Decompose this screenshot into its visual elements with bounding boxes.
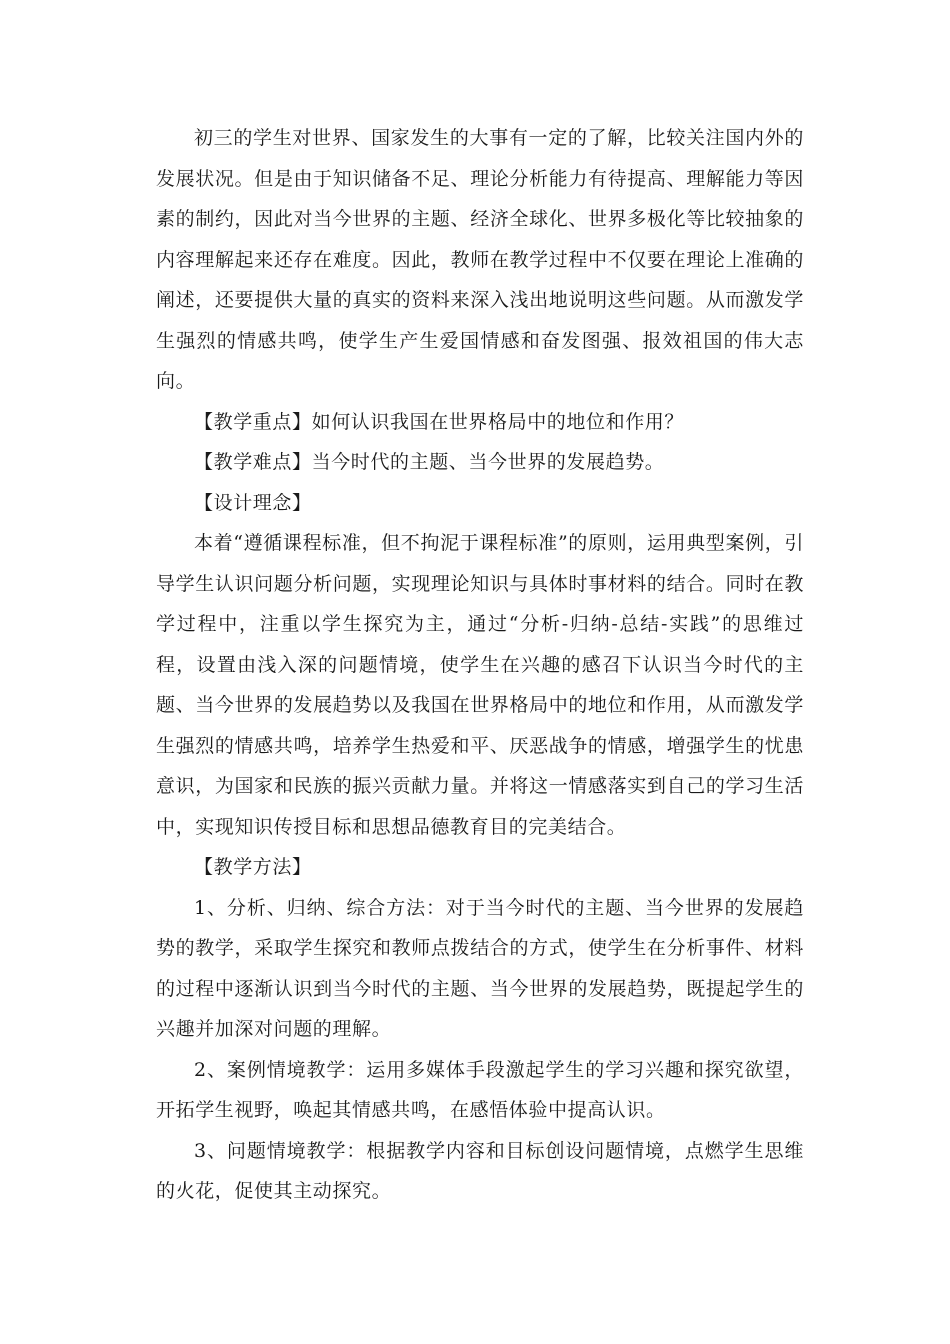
paragraph-method-3: 3、问题情境教学：根据教学内容和目标创设问题情境，点燃学生思维的火花，促使其主动探究。 [156, 1139, 804, 1202]
paragraph-student-analysis: 初三的学生对世界、国家发生的大事有一定的了解，比较关注国内外的发展状况。但是由于知识储备不足、理论分析能力有待提高、理解能力等因素的制约，因此对当今世界的主题、经济全球化、世界多极化等比较抽象的内容理解起来还存在难度。因此，教师在教学过程中不仅要在理论上准确的阐述，还要提供大量的真实的资料来深入浅出地说明这些问题。从而激发学生强烈的情感共鸣，使学生产生爱国情感和奋发图强、报效祖国的伟大志向。 [156, 127, 804, 392]
paragraph-method-1: 1、分析、归纳、综合方法：对于当今时代的主题、当今世界的发展趋势的教学，采取学生探究和教师点拨结合的方式，使学生在分析事件、材料的过程中逐渐认识到当今时代的主题、当今世界的发展趋势，既提起学生的兴趣并加深对问题的理解。 [156, 896, 804, 1040]
paragraph-method-2: 2、案例情境教学：运用多媒体手段激起学生的学习兴趣和探究欲望，开拓学生视野，唤起其情感共鸣，在感悟体验中提高认识。 [156, 1058, 804, 1121]
paragraph-teaching-difficulty: 【教学难点】当今时代的主题、当今世界的发展趋势。 [194, 451, 665, 473]
paragraph-teaching-focus: 【教学重点】如何认识我国在世界格局中的地位和作用？ [194, 410, 685, 433]
heading-design-concept: 【设计理念】 [194, 491, 312, 514]
paragraph-design-concept: 本着“遵循课程标准，但不拘泥于课程标准”的原则，运用典型案例，引导学生认识问题分析问题，实现理论知识与具体时事材料的结合。同时在教学过程中，注重以学生探究为主，通过“分析-归纳-总结-实践”的思维过程，设置由浅入深的问题情境，使学生在兴趣的感召下认识当今时代的主题、当今世界的发展趋势以及我国在世界格局中的地位和作用，从而激发学生强烈的情感共鸣，培养学生热爱和平、厌恶战争的情感，增强学生的忧患意识，为国家和民族的振兴贡献力量。并将这一情感落实到自己的学习生活中，实现知识传授目标和思想品德教育目的完美结合。 [156, 532, 804, 838]
heading-teaching-methods: 【教学方法】 [194, 856, 312, 878]
document-page [156, 118, 804, 1212]
